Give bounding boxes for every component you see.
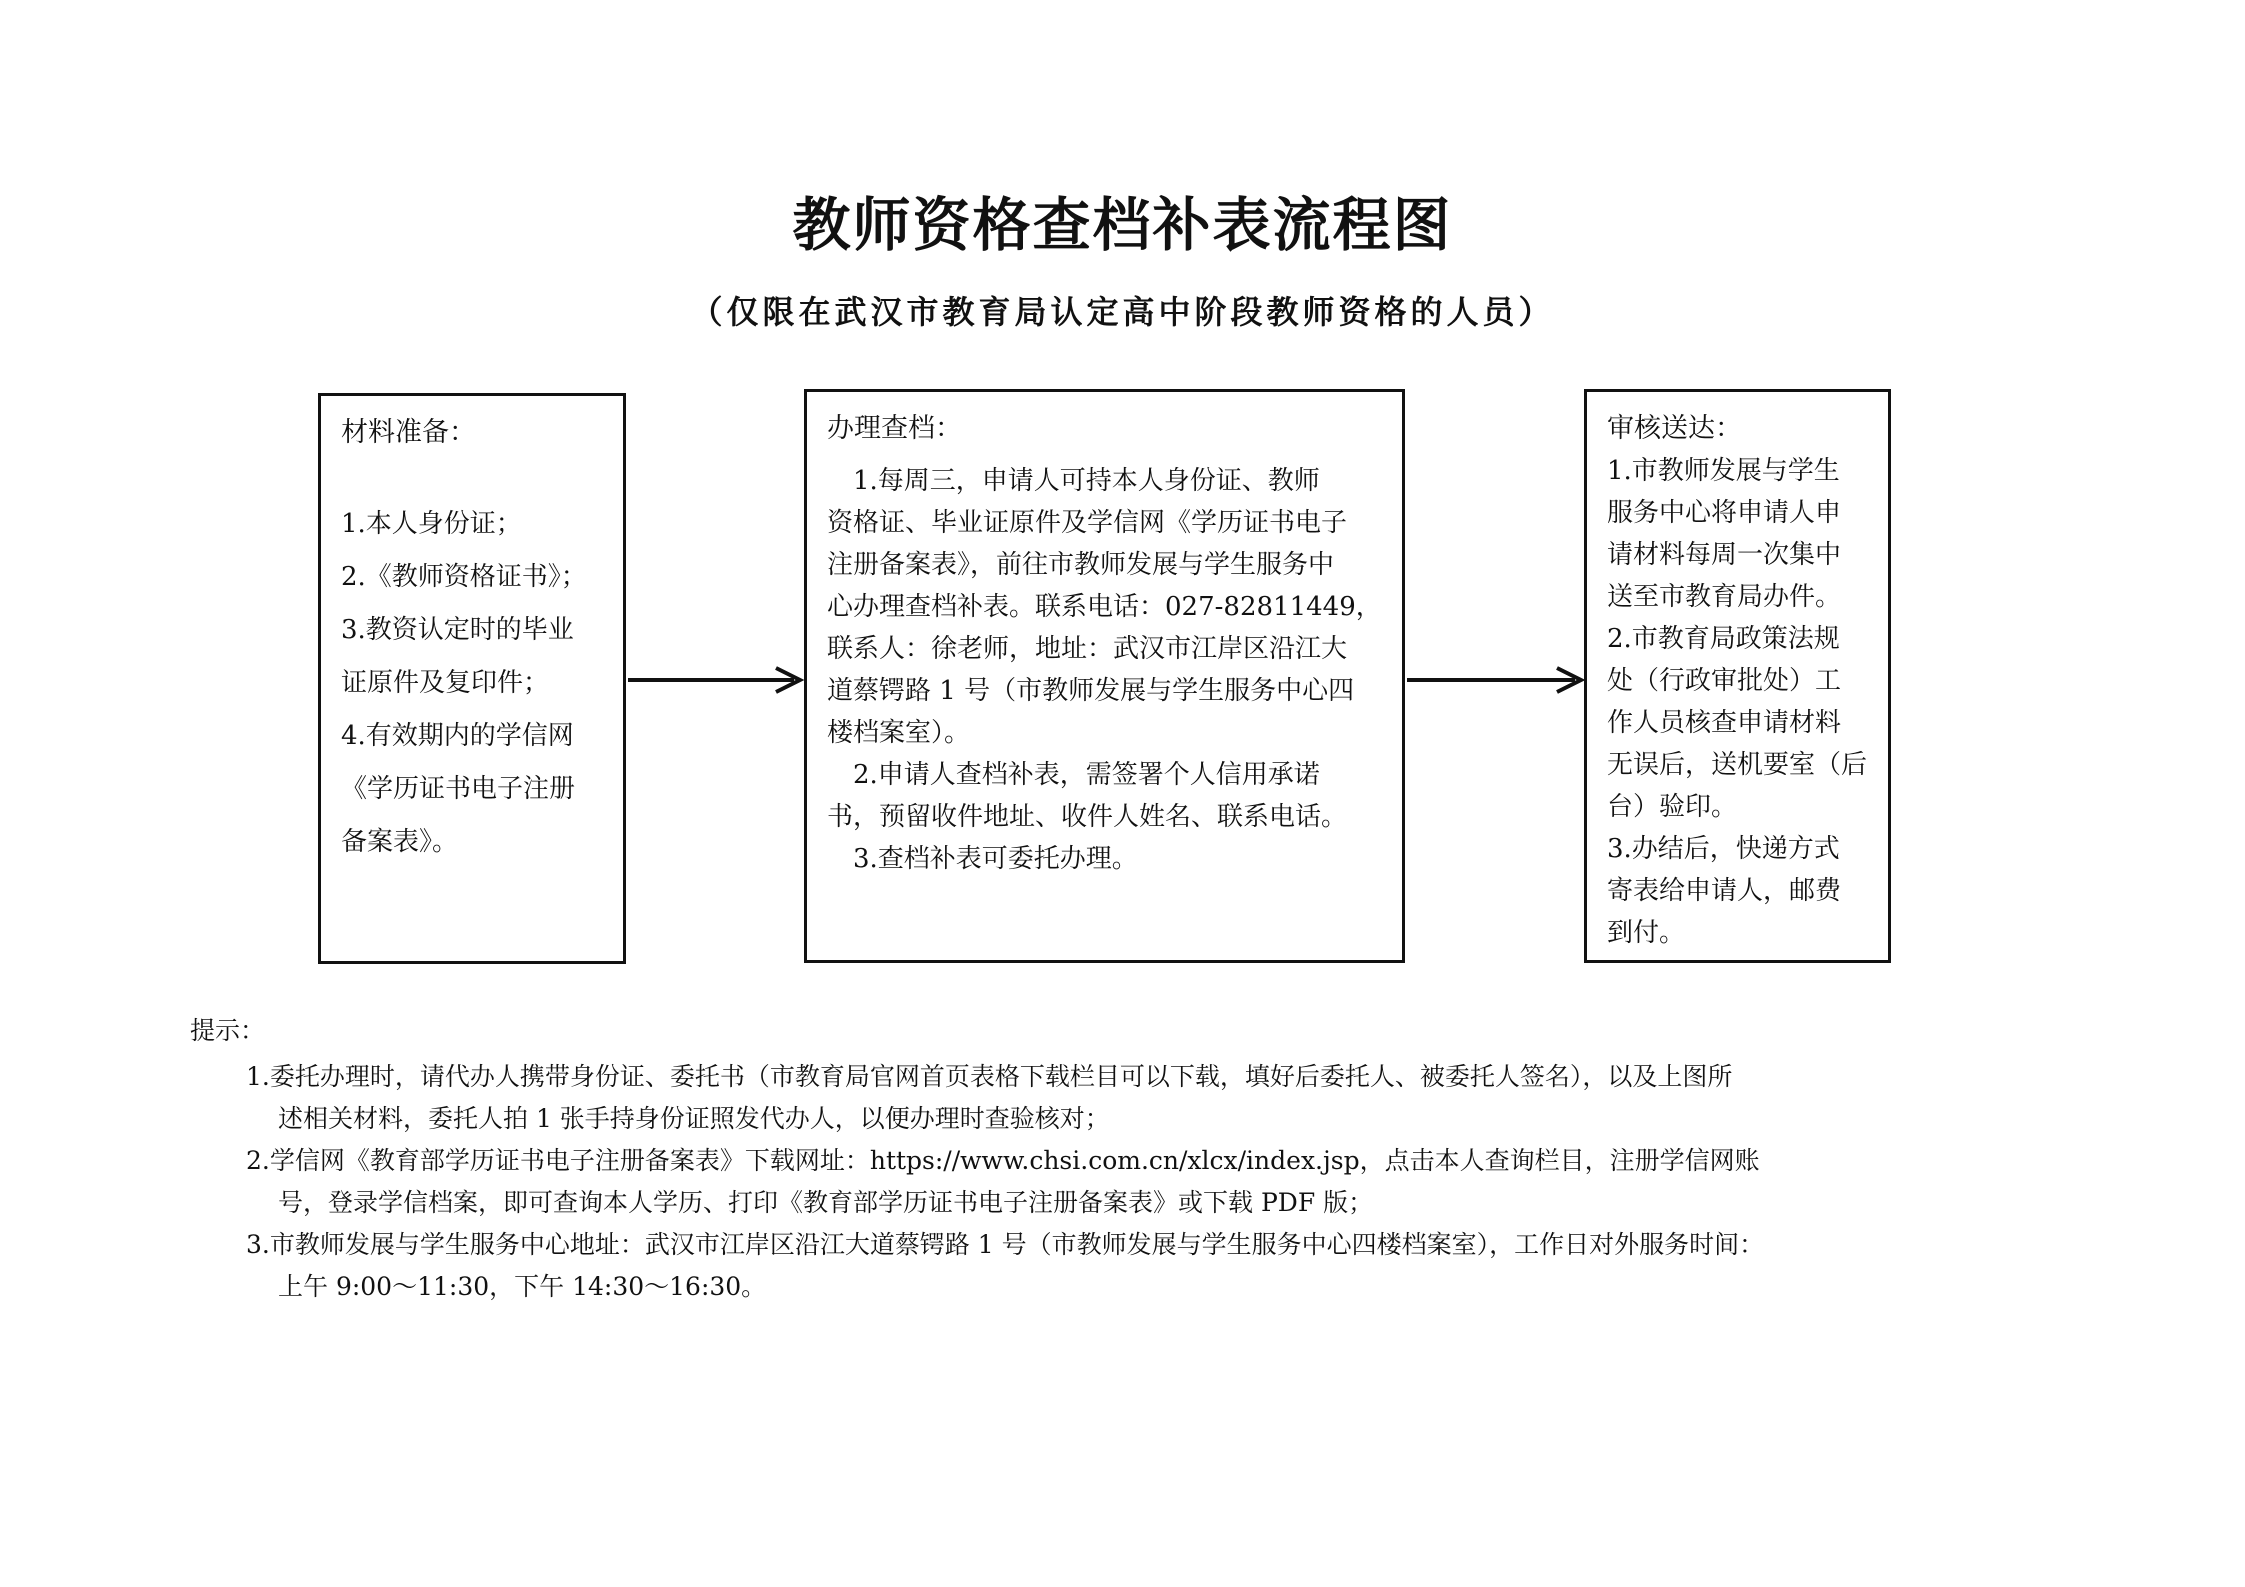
- tips-title: 提示：: [190, 1016, 266, 1045]
- step-inquiry-heading: 办理查档：: [827, 413, 962, 444]
- step-materials-line: 4.有效期内的学信网: [341, 721, 574, 751]
- step-review-box: [1584, 389, 1891, 963]
- step-inquiry-line: 联系人：徐老师，地址：武汉市江岸区沿江大: [827, 634, 1348, 664]
- tip-item-3-line-2: 上午 9:00～11:30，下午 14:30～16:30。: [278, 1272, 767, 1301]
- step-review-heading: 审核送达：: [1607, 413, 1742, 444]
- tips-section: [190, 1010, 2050, 1308]
- flow-arrow-2: [1405, 665, 1587, 695]
- page-subtitle: （仅限在武汉市教育局认定高中阶段教师资格的人员）: [690, 293, 1555, 331]
- tip-item-2-line-2: 号，登录学信档案，即可查询本人学历、打印《教育部学历证书电子注册备案表》或下载 PDF 版；: [278, 1188, 1374, 1217]
- step-review-line: 服务中心将申请人申: [1607, 498, 1842, 528]
- step-review-line: 3.办结后，快递方式: [1607, 834, 1840, 864]
- step-materials-line: 证原件及复印件；: [341, 668, 550, 698]
- step-inquiry-line: 3.查档补表可委托办理。: [827, 844, 1138, 874]
- step-inquiry-line: 资格证、毕业证原件及学信网《学历证书电子: [827, 508, 1348, 538]
- step-materials-spacer: [341, 464, 603, 498]
- step-inquiry-line: 楼档案室）。: [827, 718, 971, 748]
- tip-item-3-line-1: 3.市教师发展与学生服务中心地址：武汉市江岸区沿江大道蔡锷路 1 号（市教师发展与学生服务中心四楼档案室），工作日对外服务时间：: [246, 1230, 1765, 1259]
- step-inquiry-line: 心办理查档补表。联系电话：027-82811449，: [827, 592, 1382, 622]
- step-review-line: 处（行政审批处）工: [1607, 666, 1842, 696]
- flow-arrow-1: [626, 665, 806, 695]
- step-inquiry-line: 1.每周三，申请人可持本人身份证、教师: [827, 466, 1320, 496]
- step-review-line: 请材料每周一次集中: [1607, 540, 1842, 570]
- step-materials-line: 1.本人身份证；: [341, 509, 522, 539]
- step-inquiry-line: 2.申请人查档补表，需签署个人信用承诺: [827, 760, 1320, 790]
- step-review-line: 送至市教育局办件。: [1607, 582, 1842, 612]
- page-title: 教师资格查档补表流程图: [792, 191, 1453, 259]
- step-review-line: 1.市教师发展与学生: [1607, 456, 1840, 486]
- step-review-line: 2.市教育局政策法规: [1607, 624, 1840, 654]
- step-review-line: 无误后，送机要室（后: [1607, 750, 1868, 780]
- tip-item-1-line-2: 述相关材料，委托人拍 1 张手持身份证照发代办人，以便办理时查验核对；: [278, 1104, 1110, 1133]
- step-materials-heading: 材料准备：: [341, 417, 476, 448]
- step-review-line: 到付。: [1607, 918, 1686, 948]
- step-inquiry-line: 书，预留收件地址、收件人姓名、联系电话。: [827, 802, 1348, 832]
- tip-item-2-line-1: 2.学信网《教育部学历证书电子注册备案表》下载网址：https://www.chsi.com.cn/xlcx/index.jsp，点击本人查询栏目，注册学信网账: [246, 1146, 1760, 1175]
- step-review-line: 台）验印。: [1607, 792, 1738, 822]
- step-materials-line: 《学历证书电子注册: [341, 774, 576, 804]
- step-materials-line: 3.教资认定时的毕业: [341, 615, 574, 645]
- step-materials-box: [318, 393, 626, 964]
- step-inquiry-line: 注册备案表》，前往市教师发展与学生服务中: [827, 550, 1335, 580]
- tip-item-1-line-1: 1.委托办理时，请代办人携带身份证、委托书（市教育局官网首页表格下载栏目可以下载，填好后委托人、被委托人签名），以及上图所: [246, 1062, 1733, 1091]
- step-inquiry-box: [804, 389, 1405, 963]
- step-materials-line: 2.《教师资格证书》；: [341, 562, 587, 592]
- step-materials-line: 备案表》。: [341, 827, 459, 857]
- step-review-line: 寄表给申请人，邮费: [1607, 876, 1842, 906]
- step-review-line: 作人员核查申请材料: [1607, 708, 1842, 738]
- step-inquiry-line: 道蔡锷路 1 号（市教师发展与学生服务中心四: [827, 676, 1355, 706]
